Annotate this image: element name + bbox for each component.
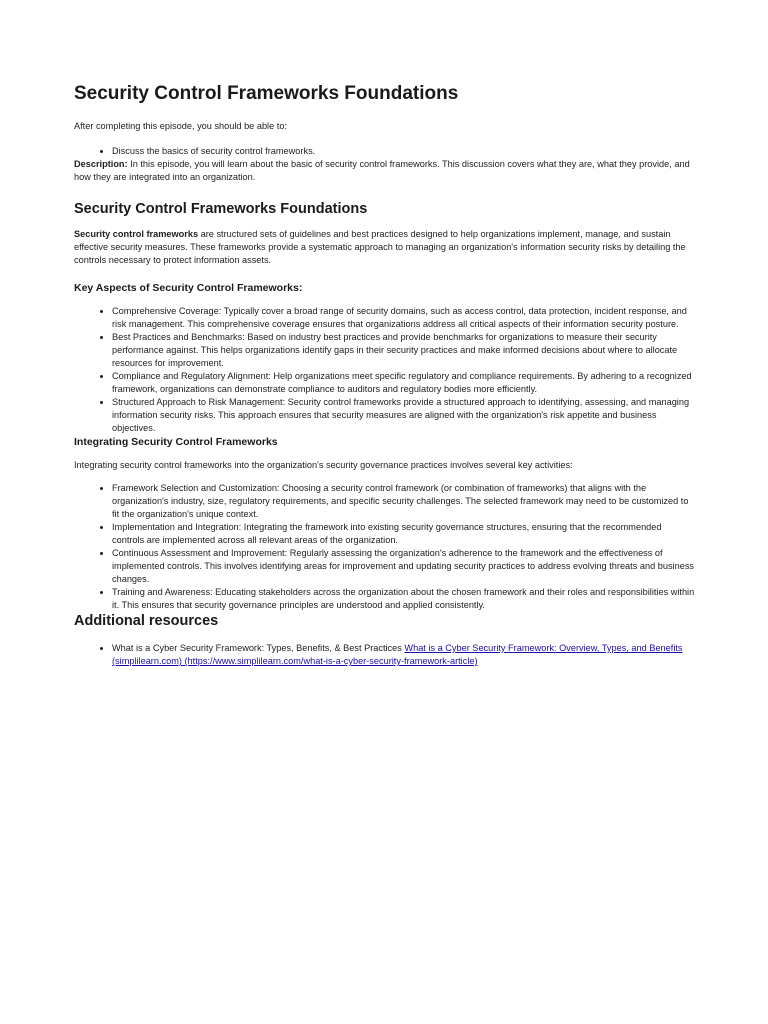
- key-aspect-text: Comprehensive Coverage: Typically cover a broad range of security domains, such as access control, data protection, incident response, and risk management. This comprehensive coverage ensures that organizations address all critical aspects of their information security posture.: [112, 306, 687, 329]
- activity-text: Training and Awareness: Educating stakeholders across the organization about the chosen framework and their roles and responsibilities within it. This ensures that security governance principles are understood and applied consistently.: [112, 587, 695, 610]
- page-title: Security Control Frameworks Foundations: [74, 83, 459, 104]
- list-item: [112, 305, 696, 331]
- key-aspect-text: Structured Approach to Risk Management: Security control frameworks provide a structured approach to identifying, assessing, and managing information security risks. This approach ensures that security measures are aligned with the organization's risk appetite and business objectives.: [112, 397, 690, 433]
- section-heading: Security Control Frameworks Foundations: [74, 201, 368, 217]
- bullet-icon: [100, 591, 103, 594]
- bullet-icon: [100, 552, 103, 555]
- key-aspect-text: Best Practices and Benchmarks: Based on industry best practices and provide benchmarks for organizations to measure their security performance against. This helps organizations identify gaps in their security practices and make informed decisions about where to allocate resources for improvement.: [112, 332, 678, 368]
- bullet-icon: [100, 336, 103, 339]
- objective-text: Discuss the basics of security control frameworks.: [112, 146, 316, 156]
- bullet-icon: [100, 647, 103, 650]
- list-item: [112, 145, 696, 158]
- bullet-icon: [100, 487, 103, 490]
- integrating-heading: Integrating Security Control Frameworks: [74, 436, 278, 448]
- integrating-intro: Integrating security control frameworks into the organization's security governance practices involves several key activities:: [74, 460, 573, 470]
- definition-paragraph: [74, 228, 696, 267]
- activities-list: [74, 482, 696, 612]
- definition-term: Security control frameworks: [74, 229, 199, 239]
- description-text: In this episode, you will learn about the basic of security control frameworks. This discussion covers what they are, what they provide, and how they are integrated into an organization.: [74, 159, 690, 182]
- list-item: [112, 482, 696, 521]
- bullet-icon: [100, 310, 103, 313]
- activity-text: Continuous Assessment and Improvement: Regularly assessing the organization's adherence to the framework and the effectiveness of implemented controls. This involves identifying areas for improvement and updating security practices to address evolving threats and business changes.: [112, 548, 695, 584]
- list-item: [112, 521, 696, 547]
- objectives-list: [74, 145, 696, 158]
- intro-text: After completing this episode, you should be able to:: [74, 121, 287, 131]
- key-aspect-text: Compliance and Regulatory Alignment: Help organizations meet specific regulatory and compliance requirements. By adhering to a recognized framework, organizations can demonstrate compliance to auditors and regulatory bodies more efficiently.: [112, 371, 692, 394]
- bullet-icon: [100, 526, 103, 529]
- description-label: Description:: [74, 159, 128, 169]
- list-item: [112, 547, 696, 586]
- key-aspects-list: [74, 305, 696, 435]
- list-item: [112, 586, 696, 612]
- list-item: [112, 331, 696, 370]
- list-item: [112, 396, 696, 435]
- bullet-icon: [100, 150, 103, 153]
- description-paragraph: [74, 158, 696, 184]
- activity-text: Implementation and Integration: Integrating the framework into existing security governance structures, ensuring that the recommended controls are implemented across all relevant areas of the organization.: [112, 522, 662, 545]
- resources-heading: Additional resources: [74, 613, 219, 629]
- document-page: [74, 82, 696, 668]
- definition-text: are structured sets of guidelines and best practices designed to help organizations implement, manage, and sustain effective security measures. These frameworks provide a systematic approach to managing an organization's information security risks by detailing the controls necessary to protect information assets.: [74, 229, 686, 265]
- list-item: [112, 642, 696, 668]
- key-aspects-heading: Key Aspects of Security Control Frameworks:: [74, 282, 303, 294]
- resources-list: [74, 642, 696, 668]
- resource-text: What is a Cyber Security Framework: Types, Benefits, & Best Practices: [112, 643, 405, 653]
- activity-text: Framework Selection and Customization: Choosing a security control framework (or combination of frameworks) that aligns with the organization's industry, size, regulatory requirements, and specific security challenges. The selected framework may need to be customized to fit the organization's unique context.: [112, 483, 689, 519]
- resource-link[interactable]: What is a Cyber Security Framework: Overview, Types, and Benefits (simplilearn.com) (https://www.simplilearn.com/what-is-a-cyber-security-framework-article): [112, 643, 683, 666]
- list-item: [112, 370, 696, 396]
- bullet-icon: [100, 401, 103, 404]
- bullet-icon: [100, 375, 103, 378]
